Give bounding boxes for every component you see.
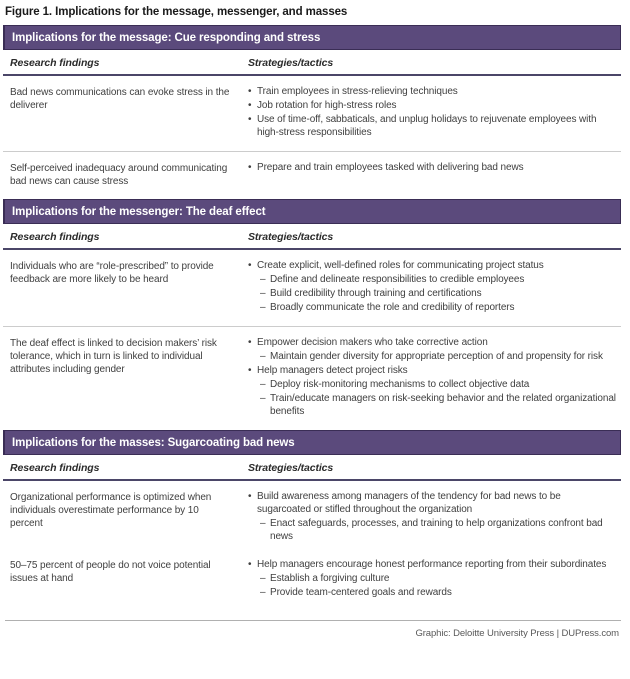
research-finding-cell: Organizational performance is optimized when individuals overestimate performance by 10 percent <box>10 492 212 529</box>
strategy-text: Job rotation for high-stress roles <box>257 100 397 111</box>
bullet-marker: • <box>248 559 252 570</box>
bullet-marker: • <box>248 100 252 111</box>
dash-marker: – <box>260 393 266 404</box>
strategy-text: Empower decision makers who take corrective action <box>257 337 488 348</box>
strategy-text: Help managers detect project risks <box>257 365 408 376</box>
dash-marker: – <box>260 274 266 285</box>
dash-marker: – <box>260 518 266 529</box>
strategy-sub-item <box>248 517 617 543</box>
strategy-text: Prepare and train employees tasked with delivering bad news <box>257 162 524 173</box>
table-row <box>3 555 621 611</box>
strategy-bullet-item <box>248 113 617 139</box>
strategy-text: Establish a forgiving culture <box>270 573 390 584</box>
bullet-marker: • <box>248 114 252 125</box>
strategy-sub-item <box>248 287 617 300</box>
table-row <box>3 151 621 199</box>
bullet-marker: • <box>248 365 252 376</box>
column-header-row <box>3 50 621 76</box>
column-header-research-findings: Research findings <box>10 57 100 69</box>
strategy-bullet-item <box>248 85 617 98</box>
research-finding-cell: The deaf effect is linked to decision makers’ risk tolerance, which in turn is linked to individual attributes including gender <box>10 338 217 375</box>
strategy-text: Help managers encourage honest performance reporting from their subordinates <box>257 559 607 570</box>
bullet-marker: • <box>248 260 252 271</box>
strategy-text: Deploy risk-monitoring mechanisms to collect objective data <box>270 379 530 390</box>
column-header-row <box>3 455 621 481</box>
strategy-text: Maintain gender diversity for appropriate perception of and propensity for risk <box>270 351 603 362</box>
strategy-bullet-item <box>248 99 617 112</box>
table-section <box>3 430 621 611</box>
strategy-text: Build credibility through training and certifications <box>270 288 482 299</box>
strategies-cell <box>248 336 621 419</box>
dash-marker: – <box>260 302 266 313</box>
table-row <box>3 250 621 326</box>
strategy-sub-item <box>248 273 617 286</box>
strategies-cell <box>248 490 621 544</box>
table-row <box>3 326 621 430</box>
section-rows <box>3 76 621 199</box>
section-rows <box>3 250 621 430</box>
sections-container <box>3 25 621 611</box>
table-section <box>3 25 621 199</box>
section-header-bar: Implications for the masses: Sugarcoating bad news <box>3 430 621 455</box>
table-row <box>3 481 621 555</box>
strategy-sub-item <box>248 586 617 599</box>
table-section <box>3 199 621 430</box>
bullet-marker: • <box>248 162 252 173</box>
strategy-text: Enact safeguards, processes, and training to help organizations confront bad news <box>270 518 603 542</box>
column-header-strategies-tactics: Strategies/tactics <box>248 462 334 474</box>
dash-marker: – <box>260 288 266 299</box>
research-finding-cell: 50–75 percent of people do not voice potential issues at hand <box>10 560 211 584</box>
strategy-sub-item <box>248 378 617 391</box>
strategies-cell <box>248 85 621 140</box>
strategy-sub-item <box>248 392 617 418</box>
dash-marker: – <box>260 573 266 584</box>
strategies-cell <box>248 259 621 315</box>
strategy-bullet-item <box>248 336 617 349</box>
strategy-text: Define and delineate responsibilities to credible employees <box>270 274 525 285</box>
research-finding-cell: Self-perceived inadequacy around communicating bad news can cause stress <box>10 163 228 187</box>
strategy-text: Broadly communicate the role and credibility of reporters <box>270 302 515 313</box>
figure-credit: Graphic: Deloitte University Press | DUPress.com <box>415 628 619 639</box>
column-header-research-findings: Research findings <box>10 231 100 243</box>
strategy-text: Train employees in stress-relieving techniques <box>257 86 458 97</box>
strategy-text: Use of time-off, sabbaticals, and unplug holidays to rejuvenate employees with high-stress responsibilities <box>257 114 597 138</box>
dash-marker: – <box>260 351 266 362</box>
strategy-text: Build awareness among managers of the tendency for bad news to be sugarcoated or stifled throughout the organization <box>257 491 561 515</box>
column-header-row <box>3 224 621 250</box>
bullet-marker: • <box>248 491 252 502</box>
bullet-marker: • <box>248 337 252 348</box>
bullet-marker: • <box>248 86 252 97</box>
column-header-strategies-tactics: Strategies/tactics <box>248 57 334 69</box>
strategy-bullet-item <box>248 161 617 174</box>
column-header-research-findings: Research findings <box>10 462 100 474</box>
strategies-cell <box>248 161 621 188</box>
research-finding-cell: Individuals who are “role-prescribed” to provide feedback are more likely to be heard <box>10 261 214 285</box>
column-header-strategies-tactics: Strategies/tactics <box>248 231 334 243</box>
section-header-bar: Implications for the messenger: The deaf effect <box>3 199 621 224</box>
table-row <box>3 76 621 151</box>
strategy-text: Train/educate managers on risk-seeking behavior and the related organizational benefits <box>270 393 616 417</box>
section-rows <box>3 481 621 611</box>
strategy-bullet-item <box>248 364 617 377</box>
dash-marker: – <box>260 587 266 598</box>
strategy-sub-item <box>248 350 617 363</box>
strategy-bullet-item <box>248 490 617 516</box>
section-header-bar: Implications for the message: Cue responding and stress <box>3 25 621 50</box>
research-finding-cell: Bad news communications can evoke stress in the deliverer <box>10 87 230 111</box>
dash-marker: – <box>260 379 266 390</box>
strategy-text: Create explicit, well-defined roles for communicating project status <box>257 260 544 271</box>
strategy-text: Provide team-centered goals and rewards <box>270 587 452 598</box>
strategy-sub-item <box>248 572 617 585</box>
strategy-bullet-item <box>248 558 617 571</box>
strategy-bullet-item <box>248 259 617 272</box>
figure-title: Figure 1. Implications for the message, messenger, and masses <box>5 6 348 18</box>
strategies-cell <box>248 558 621 600</box>
strategy-sub-item <box>248 301 617 314</box>
